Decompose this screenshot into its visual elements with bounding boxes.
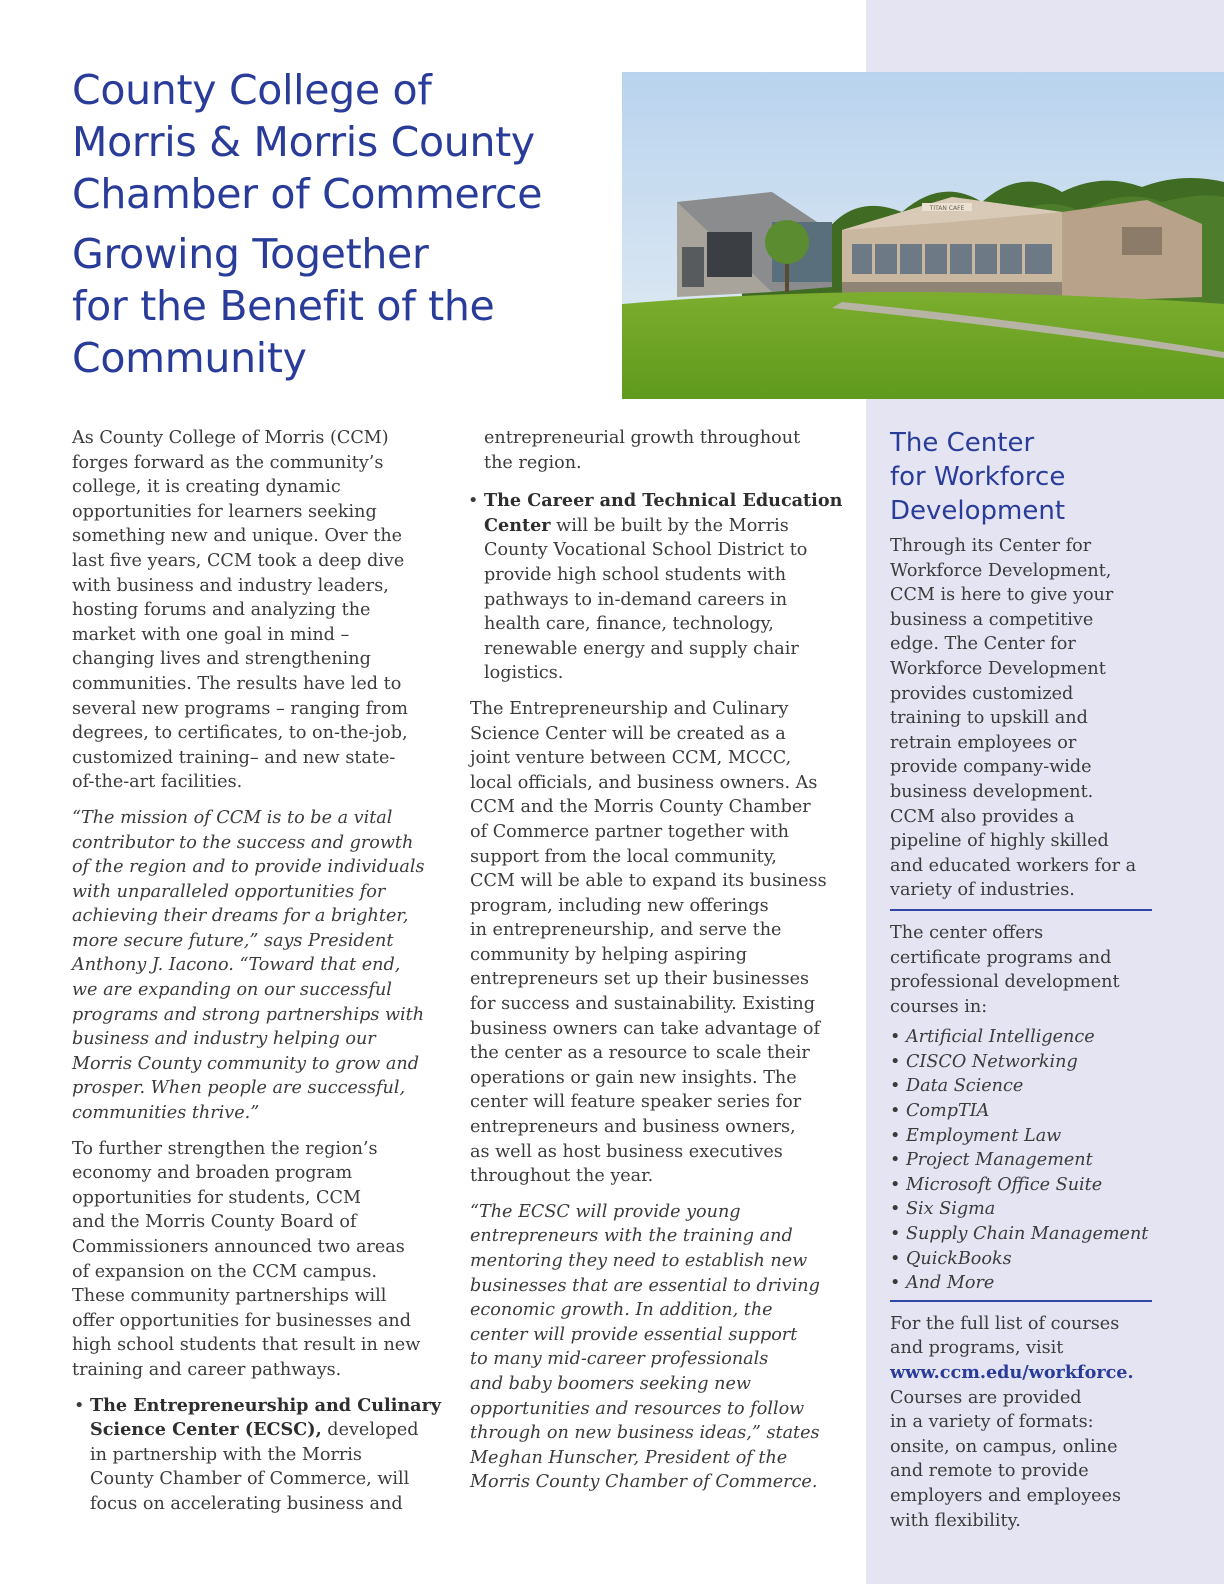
page-title bbox=[72, 64, 612, 384]
subtitle-line: for the Benefit of the bbox=[72, 282, 495, 330]
text-line: business a competitive bbox=[890, 609, 1094, 630]
heading-line: for Workforce bbox=[890, 462, 1066, 492]
text-line: hosting forums and analyzing the bbox=[72, 600, 371, 621]
text-line: As County College of Morris (CCM) bbox=[72, 428, 389, 448]
bullet-marker: • bbox=[74, 1395, 85, 1416]
text-line: Anthony J. Iacono. “Toward that end, bbox=[72, 955, 401, 976]
heading-line: Development bbox=[890, 496, 1066, 526]
text-line: courses in: bbox=[890, 996, 988, 1017]
text-line: market with one goal in mind – bbox=[72, 624, 350, 645]
text-line: opportunities for learners seeking bbox=[72, 501, 377, 522]
workforce-paragraph bbox=[890, 534, 1160, 903]
text-line: CCM also provides a bbox=[890, 806, 1075, 827]
text-line: The Entrepreneurship and Culinary bbox=[90, 1394, 442, 1416]
text-line: Through its Center for bbox=[890, 536, 1092, 556]
text-line: Courses are provided bbox=[890, 1387, 1082, 1408]
text-line: The center offers bbox=[890, 922, 1044, 943]
text-line: renewable energy and supply chair bbox=[484, 638, 799, 659]
text-line: last five years, CCM took a deep dive bbox=[72, 550, 405, 571]
text-line: offer opportunities for businesses and bbox=[72, 1310, 411, 1331]
text-line: more secure future,” says President bbox=[72, 930, 394, 951]
text-line: several new programs – ranging from bbox=[72, 698, 408, 719]
workforce-link[interactable]: www.ccm.edu/workforce. bbox=[890, 1362, 1134, 1383]
text-line: for success and sustainability. Existing bbox=[470, 994, 816, 1015]
text-line: business development. bbox=[890, 781, 1094, 802]
text-line: economic growth. In addition, the bbox=[470, 1300, 773, 1321]
text-line: and programs, visit bbox=[890, 1338, 1064, 1359]
center-offers-paragraph bbox=[890, 921, 1160, 1019]
text-line: professional development bbox=[890, 972, 1120, 993]
text-line: the center as a resource to scale their bbox=[470, 1043, 810, 1064]
text-line: provide high school students with bbox=[484, 564, 787, 585]
text-line: provide company-wide bbox=[890, 757, 1092, 778]
text-line: programs and strong partnerships with bbox=[72, 1004, 425, 1025]
text-line: and educated workers for a bbox=[890, 855, 1137, 876]
subtitle-line: Growing Together bbox=[72, 230, 429, 278]
text-line: of-the-art facilities. bbox=[72, 772, 243, 793]
list-item: • CompTIA bbox=[890, 1101, 990, 1122]
text-line: and the Morris County Board of bbox=[72, 1212, 357, 1233]
text-line: The Career and Technical Education bbox=[484, 490, 843, 512]
text-line: prosper. When people are successful, bbox=[72, 1078, 406, 1099]
intro-paragraph bbox=[72, 426, 452, 795]
text-line: CCM is here to give your bbox=[890, 585, 1114, 606]
text-line: to many mid-career professionals bbox=[470, 1349, 769, 1370]
ecsc-bullet bbox=[72, 1394, 452, 1517]
heading-line: The Center bbox=[890, 428, 1035, 458]
text-line: in partnership with the Morris bbox=[90, 1444, 362, 1465]
text-line: of Commerce partner together with bbox=[470, 821, 790, 842]
chamber-quote bbox=[470, 1200, 850, 1495]
text-line: training and career pathways. bbox=[72, 1359, 342, 1380]
text-line: opportunities for students, CCM bbox=[72, 1187, 361, 1208]
text-line: health care, finance, technology, bbox=[484, 614, 774, 635]
body-column-2 bbox=[470, 426, 850, 1506]
text-line: The Entrepreneurship and Culinary bbox=[470, 698, 789, 719]
list-item: • CISCO Networking bbox=[890, 1051, 1078, 1072]
text-line: in entrepreneurship, and serve the bbox=[470, 920, 782, 941]
text-line: communities thrive.” bbox=[72, 1103, 260, 1124]
text-line: These community partnerships will bbox=[72, 1286, 387, 1307]
text-line: employers and employees bbox=[890, 1485, 1122, 1506]
text-line: through on new business ideas,” states bbox=[470, 1423, 820, 1444]
list-item: • And More bbox=[890, 1273, 995, 1294]
text-line: the region. bbox=[484, 452, 582, 473]
text-line: pipeline of highly skilled bbox=[890, 831, 1109, 852]
text-line: Morris County Chamber of Commerce. bbox=[470, 1472, 818, 1493]
text-line: and remote to provide bbox=[890, 1461, 1089, 1482]
campus-building-photo bbox=[622, 72, 1224, 399]
text-line: forges forward as the community’s bbox=[72, 452, 384, 473]
text-line: focus on accelerating business and bbox=[90, 1493, 403, 1514]
text-line: entrepreneurs and business owners, bbox=[470, 1117, 796, 1138]
text-line: onsite, on campus, online bbox=[890, 1436, 1118, 1457]
text-line: changing lives and strengthening bbox=[72, 649, 371, 670]
text-line: contributor to the success and growth bbox=[72, 832, 414, 853]
text-line: as well as host business executives bbox=[470, 1141, 783, 1162]
text-line: business and industry helping our bbox=[72, 1029, 376, 1050]
text-line: throughout the year. bbox=[470, 1166, 654, 1187]
text-line: Workforce Development, bbox=[890, 560, 1112, 581]
text-line: provides customized bbox=[890, 683, 1074, 704]
list-item: • Employment Law bbox=[890, 1125, 1062, 1146]
text-line: entrepreneurs with the training and bbox=[470, 1226, 793, 1247]
text-line: college, it is creating dynamic bbox=[72, 477, 341, 498]
divider bbox=[890, 1300, 1152, 1302]
text-line: of the region and to provide individuals bbox=[72, 857, 425, 878]
text-line: Commissioners announced two areas bbox=[72, 1237, 405, 1257]
text-line: joint venture between CCM, MCCC, bbox=[470, 748, 792, 769]
ecsc-bullet-continued bbox=[470, 426, 850, 475]
text-line: support from the local community, bbox=[470, 846, 777, 867]
text-line: “The ECSC will provide young bbox=[470, 1201, 741, 1222]
list-item: • Supply Chain Management bbox=[890, 1224, 1149, 1245]
text-line: For the full list of courses bbox=[890, 1313, 1120, 1334]
text-line: with business and industry leaders, bbox=[72, 575, 389, 596]
text-line: CCM will be able to expand its business bbox=[470, 871, 827, 892]
text-line: we are expanding on our successful bbox=[72, 980, 392, 1001]
text-fragment: will be built by the Morris bbox=[550, 515, 789, 536]
text-line: Morris County community to grow and bbox=[72, 1053, 419, 1074]
sidebar-column bbox=[890, 426, 1160, 1544]
text-line: high school students that result in new bbox=[72, 1335, 421, 1356]
title-line: Morris & Morris County bbox=[72, 118, 535, 166]
text-line: certificate programs and bbox=[890, 947, 1112, 968]
text-line: To further strengthen the region’s bbox=[72, 1138, 378, 1159]
text-line: entrepreneurs set up their businesses bbox=[470, 969, 810, 990]
text-line: training to upskill and bbox=[890, 708, 1088, 729]
building-sign: TITAN CAFE bbox=[929, 205, 965, 212]
title-line: Chamber of Commerce bbox=[72, 170, 543, 218]
text-line: mentoring they need to establish new bbox=[470, 1251, 808, 1271]
list-item: • Project Management bbox=[890, 1150, 1093, 1171]
text-line: edge. The Center for bbox=[890, 634, 1076, 655]
text-line: County Chamber of Commerce, will bbox=[90, 1469, 410, 1490]
ecsc-paragraph bbox=[470, 697, 850, 1189]
full-list-paragraph bbox=[890, 1312, 1160, 1533]
bold-text: Science Center (ECSC), bbox=[90, 1419, 322, 1441]
list-item: • QuickBooks bbox=[890, 1248, 1012, 1269]
text-line: County Vocational School District to bbox=[484, 540, 808, 561]
list-item: • Six Sigma bbox=[890, 1199, 996, 1220]
text-line: program, including new offerings bbox=[470, 895, 769, 916]
body-column-1 bbox=[72, 426, 452, 1528]
list-item: • Data Science bbox=[890, 1076, 1024, 1097]
course-list bbox=[890, 1025, 1160, 1296]
text-line: opportunities and resources to follow bbox=[470, 1398, 805, 1419]
text-line: communities. The results have led to bbox=[72, 673, 402, 694]
subtitle-line: Community bbox=[72, 334, 307, 382]
expansion-paragraph bbox=[72, 1137, 452, 1383]
text-line: businesses that are essential to driving bbox=[470, 1275, 820, 1296]
text-fragment: developed bbox=[321, 1420, 419, 1441]
text-line: economy and broaden program bbox=[72, 1163, 353, 1184]
list-item: • Microsoft Office Suite bbox=[890, 1174, 1103, 1195]
text-line: local officials, and business owners. As bbox=[470, 772, 818, 793]
bold-text: Center bbox=[484, 514, 551, 536]
text-line: CCM and the Morris County Chamber bbox=[470, 797, 811, 818]
president-quote bbox=[72, 806, 452, 1126]
title-line: County College of bbox=[72, 66, 432, 114]
text-line: degrees, to certificates, to on-the-job, bbox=[72, 723, 408, 744]
text-line: something new and unique. Over the bbox=[72, 526, 403, 547]
divider bbox=[890, 909, 1152, 911]
text-line: in a variety of formats: bbox=[890, 1412, 1094, 1433]
bullet-marker: • bbox=[468, 491, 479, 512]
text-line: Science Center will be created as a bbox=[470, 723, 786, 744]
text-line: with unparalleled opportunities for bbox=[72, 881, 386, 902]
text-line: logistics. bbox=[484, 663, 564, 684]
sidebar-heading bbox=[890, 426, 1160, 528]
text-line: entrepreneurial growth throughout bbox=[484, 428, 801, 448]
text-line: retrain employees or bbox=[890, 732, 1077, 753]
list-item: • Artificial Intelligence bbox=[890, 1027, 1095, 1048]
text-line: achieving their dreams for a brighter, bbox=[72, 906, 409, 927]
text-line: “The mission of CCM is to be a vital bbox=[72, 807, 393, 828]
text-line: pathways to in-demand careers in bbox=[484, 589, 788, 610]
career-center-bullet bbox=[470, 489, 850, 686]
text-line: community by helping aspiring bbox=[470, 944, 747, 965]
text-line: center will feature speaker series for bbox=[470, 1092, 802, 1113]
text-line: variety of industries. bbox=[890, 880, 1075, 901]
text-line: operations or gain new insights. The bbox=[470, 1067, 797, 1088]
text-line: of expansion on the CCM campus. bbox=[72, 1261, 377, 1282]
text-line: customized training– and new state- bbox=[72, 747, 396, 768]
text-line: and baby boomers seeking new bbox=[470, 1373, 751, 1394]
text-line: Workforce Development bbox=[890, 658, 1106, 679]
text-line: with flexibility. bbox=[890, 1510, 1021, 1531]
text-line: center will provide essential support bbox=[470, 1324, 798, 1345]
text-line: Meghan Hunscher, President of the bbox=[470, 1447, 788, 1468]
text-line: business owners can take advantage of bbox=[470, 1018, 821, 1039]
